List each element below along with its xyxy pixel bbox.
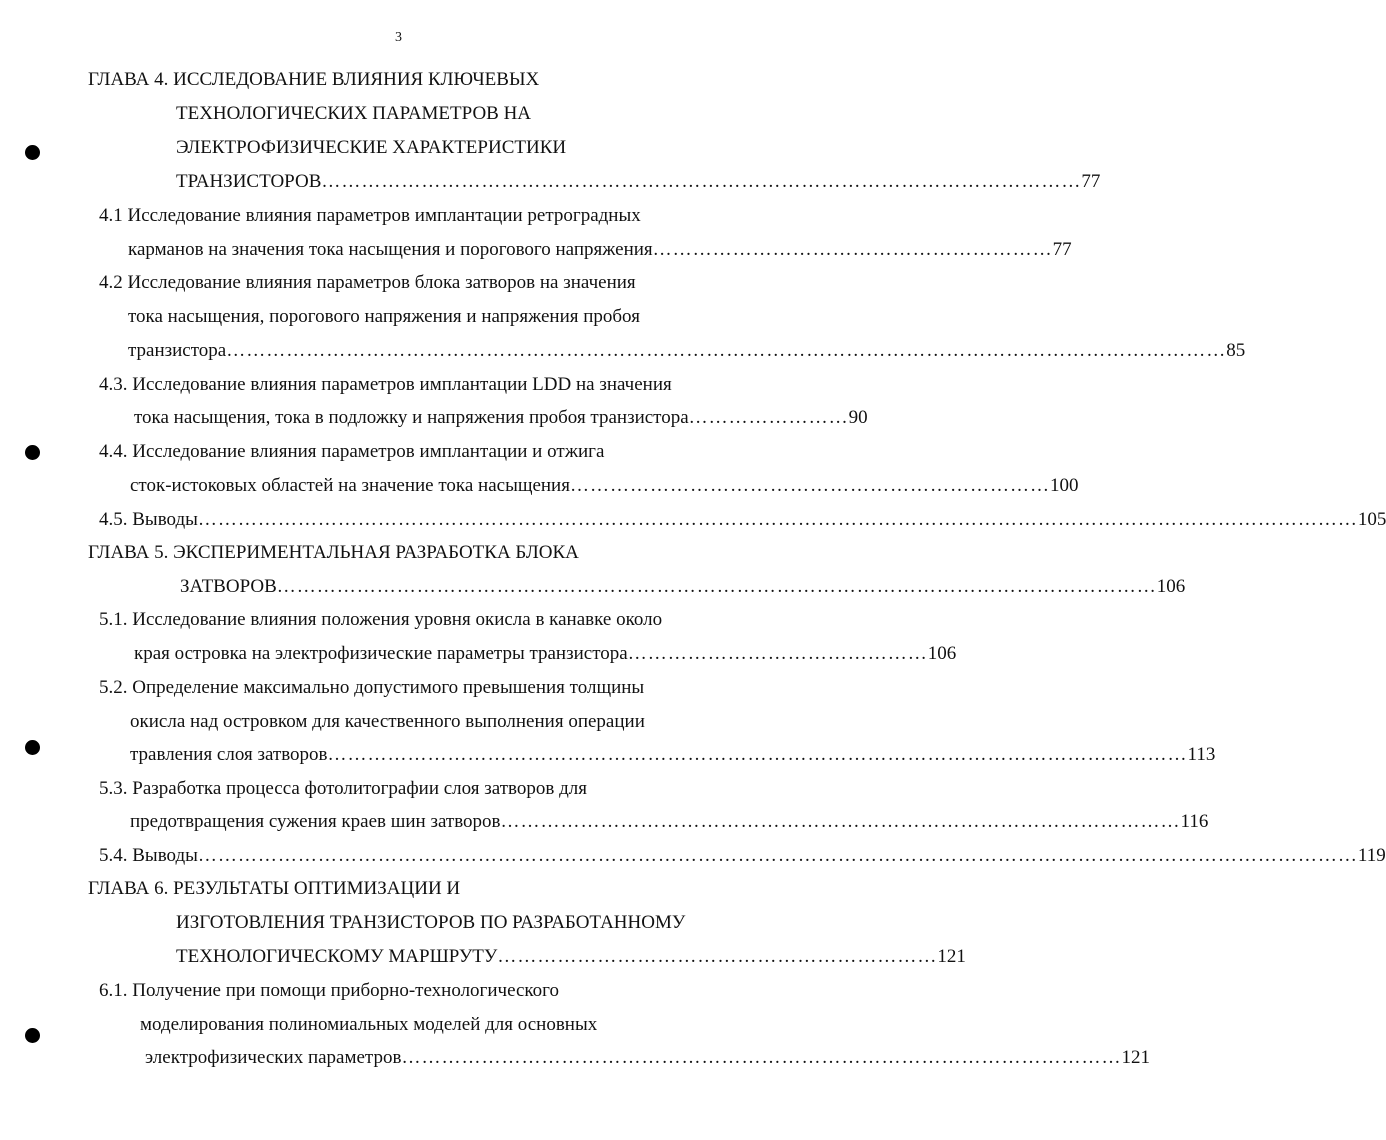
- leader-dots: ……………………………………………………: [652, 239, 1053, 260]
- toc-section-6-1-cont: моделирования полиномиальных моделей для основных: [140, 1014, 598, 1035]
- toc-entry-text: предотвращения сужения краев шин затворов: [130, 811, 501, 832]
- toc-entry-text: ТРАНЗИСТОРОВ: [176, 171, 322, 192]
- leader-dots: …………………………………………………………………………………………: [500, 811, 1181, 832]
- toc-page-number: 121: [937, 946, 966, 967]
- toc-chapter-5-title: ГЛАВА 5. ЭКСПЕРИМЕНТАЛЬНАЯ РАЗРАБОТКА БЛОКА: [88, 542, 579, 563]
- toc-section-4-1-entry: [128, 238, 1072, 262]
- toc-chapter-5-entry: [180, 575, 1186, 599]
- leader-dots: ……………………………………………………………………………………………………………………: [276, 576, 1157, 597]
- toc-section-5-1: 5.1. Исследование влияния положения уровня окисла в канавке около: [99, 609, 663, 630]
- toc-entry-text: ЗАТВОРОВ: [180, 576, 277, 597]
- toc-page-number: 85: [1226, 340, 1246, 361]
- toc-chapter-4-entry: [176, 170, 1101, 194]
- leader-dots: ……………………………………………………………………………………………………: [321, 171, 1082, 192]
- toc-entry-text: тока насыщения, тока в подложку и напряжения пробоя транзистора: [134, 407, 689, 428]
- toc-section-5-3-entry: [130, 810, 1209, 834]
- toc-entry-text: 5.4. Выводы: [99, 845, 198, 866]
- binder-hole-1: [25, 145, 40, 160]
- toc-chapter-6-title: ГЛАВА 6. РЕЗУЛЬТАТЫ ОПТИМИЗАЦИИ И: [88, 878, 461, 899]
- toc-section-5-3: 5.3. Разработка процесса фотолитографии слоя затворов для: [99, 778, 587, 799]
- leader-dots: …………………………………………………………………………………………………………………: [327, 744, 1188, 765]
- leader-dots: ……………………………………………………………………………………………………………………………………: [226, 340, 1227, 361]
- toc-section-5-2: 5.2. Определение максимально допустимого превышения толщины: [99, 677, 645, 698]
- toc-entry-text: ТЕХНОЛОГИЧЕСКОМУ МАРШРУТУ: [176, 946, 498, 967]
- toc-chapter-6-title-cont: ИЗГОТОВЛЕНИЯ ТРАНЗИСТОРОВ ПО РАЗРАБОТАННОМУ: [176, 912, 686, 933]
- toc-chapter-4-title: ГЛАВА 4. ИССЛЕДОВАНИЕ ВЛИЯНИЯ КЛЮЧЕВЫХ: [88, 69, 540, 90]
- leader-dots: …………………………………………………………………………………………………………………………………………………………: [197, 845, 1358, 866]
- toc-section-4-2-entry: [128, 339, 1246, 363]
- toc-page-number: 106: [1156, 576, 1186, 597]
- toc-page-number: 106: [927, 643, 957, 664]
- toc-chapter-6-entry: [176, 945, 966, 969]
- toc-page-number: 100: [1049, 475, 1079, 496]
- toc-entry-text: края островка на электрофизические параметры транзистора: [134, 643, 628, 664]
- toc-page-number: 77: [1081, 171, 1101, 192]
- toc-chapter-4-title-cont: ТЕХНОЛОГИЧЕСКИХ ПАРАМЕТРОВ НА: [176, 103, 532, 124]
- toc-entry-text: транзистора: [128, 340, 227, 361]
- leader-dots: ……………………: [688, 407, 849, 428]
- toc-section-5-2-entry: [130, 743, 1216, 767]
- toc-chapter-4-title-cont: ЭЛЕКТРОФИЗИЧЕСКИЕ ХАРАКТЕРИСТИКИ: [176, 137, 567, 158]
- toc-entry-text: карманов на значения тока насыщения и порогового напряжения: [128, 239, 653, 260]
- page-number: 3: [395, 30, 402, 45]
- toc-entry-text: сток-истоковых областей на значение тока насыщения: [130, 475, 570, 496]
- toc-section-5-1-entry: [134, 642, 957, 666]
- toc-section-4-4-entry: [130, 474, 1079, 498]
- toc-page-number: 119: [1357, 845, 1386, 866]
- toc-entry-text: травления слоя затворов: [130, 744, 328, 765]
- toc-section-4-2: 4.2 Исследование влияния параметров блока затворов на значения: [99, 272, 636, 293]
- leader-dots: ………………………………………………………………………………………………: [401, 1047, 1122, 1068]
- leader-dots: …………………………………………………………………………………………………………………………………………………………: [197, 509, 1358, 530]
- toc-page-number: 121: [1121, 1047, 1150, 1068]
- toc-section-4-5-entry: [99, 508, 1386, 532]
- leader-dots: ………………………………………: [627, 643, 928, 664]
- binder-hole-4: [25, 1028, 40, 1043]
- toc-section-5-2-cont: окисла над островком для качественного выполнения операции: [130, 711, 645, 732]
- toc-section-6-1-entry: [145, 1046, 1150, 1070]
- toc-section-4-3-entry: [134, 406, 868, 430]
- binder-hole-3: [25, 740, 40, 755]
- binder-hole-2: [25, 445, 40, 460]
- toc-section-4-1: 4.1 Исследование влияния параметров имплантации ретроградных: [99, 205, 641, 226]
- toc-page-number: 77: [1052, 239, 1072, 260]
- toc-section-6-1: 6.1. Получение при помощи приборно-технологического: [99, 980, 559, 1001]
- toc-page-number: 113: [1187, 744, 1216, 765]
- toc-page-number: 116: [1180, 811, 1209, 832]
- toc-section-4-2-cont: тока насыщения, порогового напряжения и напряжения пробоя: [128, 306, 640, 327]
- toc-section-4-4: 4.4. Исследование влияния параметров имплантации и отжига: [99, 441, 605, 462]
- toc-entry-text: электрофизических параметров: [145, 1047, 402, 1068]
- leader-dots: …………………………………………………………: [497, 946, 938, 967]
- toc-section-5-4-entry: [99, 844, 1386, 868]
- toc-section-4-3: 4.3. Исследование влияния параметров имплантации LDD на значения: [99, 374, 672, 395]
- leader-dots: ………………………………………………………………: [569, 475, 1050, 496]
- toc-page-number: 90: [848, 407, 868, 428]
- toc-page-number: 105: [1357, 509, 1386, 530]
- toc-entry-text: 4.5. Выводы: [99, 509, 198, 530]
